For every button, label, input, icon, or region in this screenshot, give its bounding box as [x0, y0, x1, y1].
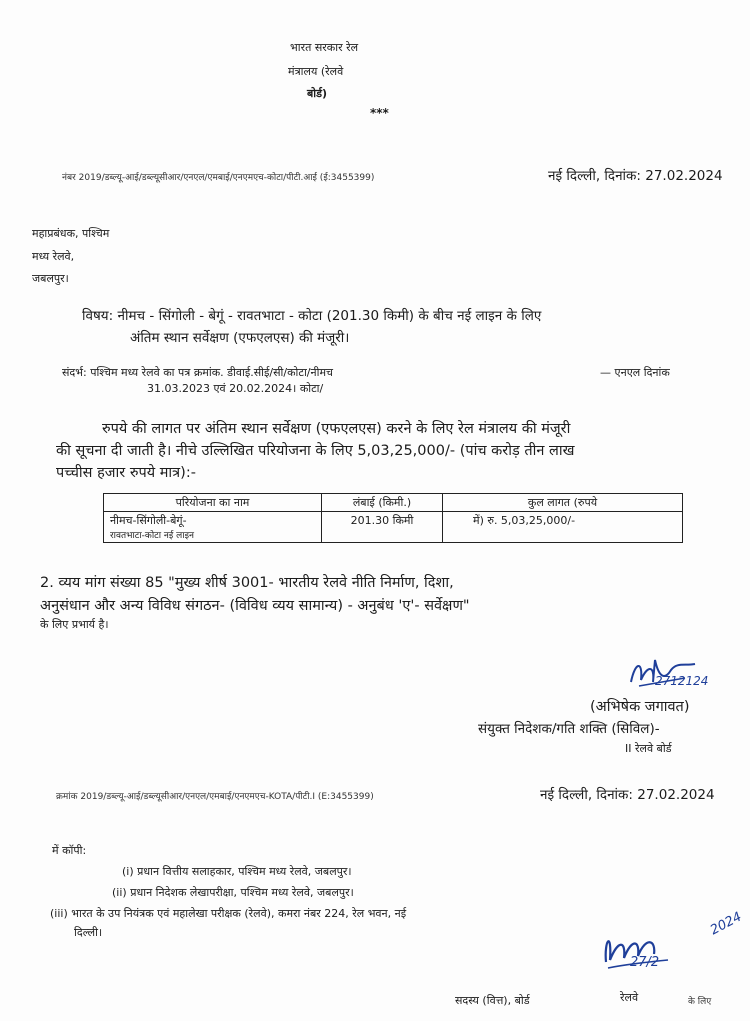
- signatory-department: II रेलवे बोर्ड: [625, 742, 672, 755]
- copy-intro: में कॉपी:: [52, 844, 87, 857]
- org-line-2: मंत्रालय (रेलवे: [288, 65, 344, 78]
- footer-railway: रेलवे: [620, 991, 639, 1004]
- org-line-3: बोर्ड): [307, 87, 328, 100]
- para2-line-1: 2. व्यय मांग संख्या 85 "मुख्य शीर्ष 3001- भारतीय रेलवे नीति निर्माण, दिशा,: [40, 575, 454, 591]
- para1-line-1: रुपये की लागत पर अंतिम स्थान सर्वेक्षण (एफएलएस) करने के लिए रेल मंत्रालय की मंजूरी: [102, 421, 571, 437]
- reference-date: नई दिल्ली, दिनांक: 27.02.2024: [548, 168, 723, 184]
- project-length-cell: 201.30 किमी: [322, 512, 443, 543]
- footer-member-finance: सदस्य (वित्त), बोर्ड: [455, 994, 530, 1007]
- table-row: [104, 512, 683, 543]
- footer-handwritten-date: 27/2: [630, 955, 660, 970]
- header-stars: ***: [370, 106, 389, 120]
- project-name-cell: [104, 512, 322, 543]
- footer-handwritten-year: 2024: [708, 909, 745, 939]
- table-header-row: [104, 494, 683, 512]
- para1-line-2: की सूचना दी जाती है। नीचे उल्लिखित परियोजना के लिए 5,03,25,000/- (पांच करोड़ तीन लाख: [56, 443, 575, 459]
- para1-line-3: पच्चीस हजार रुपये मात्र):-: [56, 465, 196, 481]
- para2-line-3: के लिए प्रभार्य है।: [40, 618, 109, 631]
- reference-number: नंबर 2019/डब्ल्यू-आई/डब्ल्यूसीआर/एनएल/एमबाई/एनएमएच-कोटा/पीटी.आई (ई:3455399): [62, 173, 375, 183]
- signatory-name: (अभिषेक जगावत): [590, 699, 690, 715]
- subject-line-2: अंतिम स्थान सर्वेक्षण (एफएलएस) की मंजूरी।: [130, 330, 350, 346]
- addressee-line-3: जबलपुर।: [32, 272, 69, 285]
- copy-item-2: (ii) प्रधान निदेशक लेखापरीक्षा, पश्चिम मध्य रेलवे, जबलपुर।: [112, 886, 354, 899]
- project-name-line-1: नीमच-सिंगोली-बेगूं-: [110, 514, 187, 527]
- copy-item-1: (i) प्रधान वित्तीय सलाहकार, पश्चिम मध्य रेलवे, जबलपुर।: [122, 865, 352, 878]
- reference-line-2: 31.03.2023 एवं 20.02.2024। कोटा/: [147, 382, 324, 395]
- copy-item-3-continued: दिल्ली।: [74, 926, 103, 939]
- header-project-name: परियोजना का नाम: [104, 494, 322, 512]
- project-cost-cell: में) रु. 5,03,25,000/-: [443, 512, 683, 543]
- project-name-line-2: रावतभाटा-कोटा नई लाइन: [110, 531, 195, 541]
- footer-for: के लिए: [688, 997, 712, 1007]
- header-total-cost: कुल लागत (रुपये: [443, 494, 683, 512]
- para2-line-2: अनुसंधान और अन्य विविध संगठन- (विविध व्यय सामान्य) - अनुबंध 'ए'- सर्वेक्षण": [40, 598, 470, 614]
- copy-item-3: (iii) भारत के उप नियंत्रक एवं महालेखा परीक्षक (रेलवे), कमरा नंबर 224, रेल भवन, नई: [50, 907, 407, 920]
- project-table: [103, 493, 683, 543]
- subject-line-1: विषय: नीमच - सिंगोली - बेगूं - रावतभाटा - कोटा (201.30 किमी) के बीच नई लाइन के लिए: [82, 308, 542, 324]
- signature-date: 2712124: [655, 674, 709, 688]
- addressee-line-2: मध्य रेलवे,: [32, 250, 75, 263]
- copy-reference-date: नई दिल्ली, दिनांक: 27.02.2024: [540, 787, 715, 803]
- org-line-1: भारत सरकार रेल: [290, 41, 359, 54]
- addressee-line-1: महाप्रबंधक, पश्चिम: [32, 227, 110, 240]
- reference-line-1-right: — एनएल दिनांक: [600, 366, 670, 379]
- copy-reference-number: क्रमांक 2019/डब्ल्यू-आई/डब्ल्यूसीआर/एनएल/एमबाई/एनएमएच-KOTA/पीटी.I (E:3455399): [56, 792, 374, 802]
- signatory-designation: संयुक्त निदेशक/गति शक्ति (सिविल)-: [478, 721, 660, 737]
- header-length: लंबाई (किमी.): [322, 494, 443, 512]
- reference-line-1: संदर्भ: पश्चिम मध्य रेलवे का पत्र क्रमांक. डीवाई.सीई/सी/कोटा/नीमच: [62, 366, 334, 379]
